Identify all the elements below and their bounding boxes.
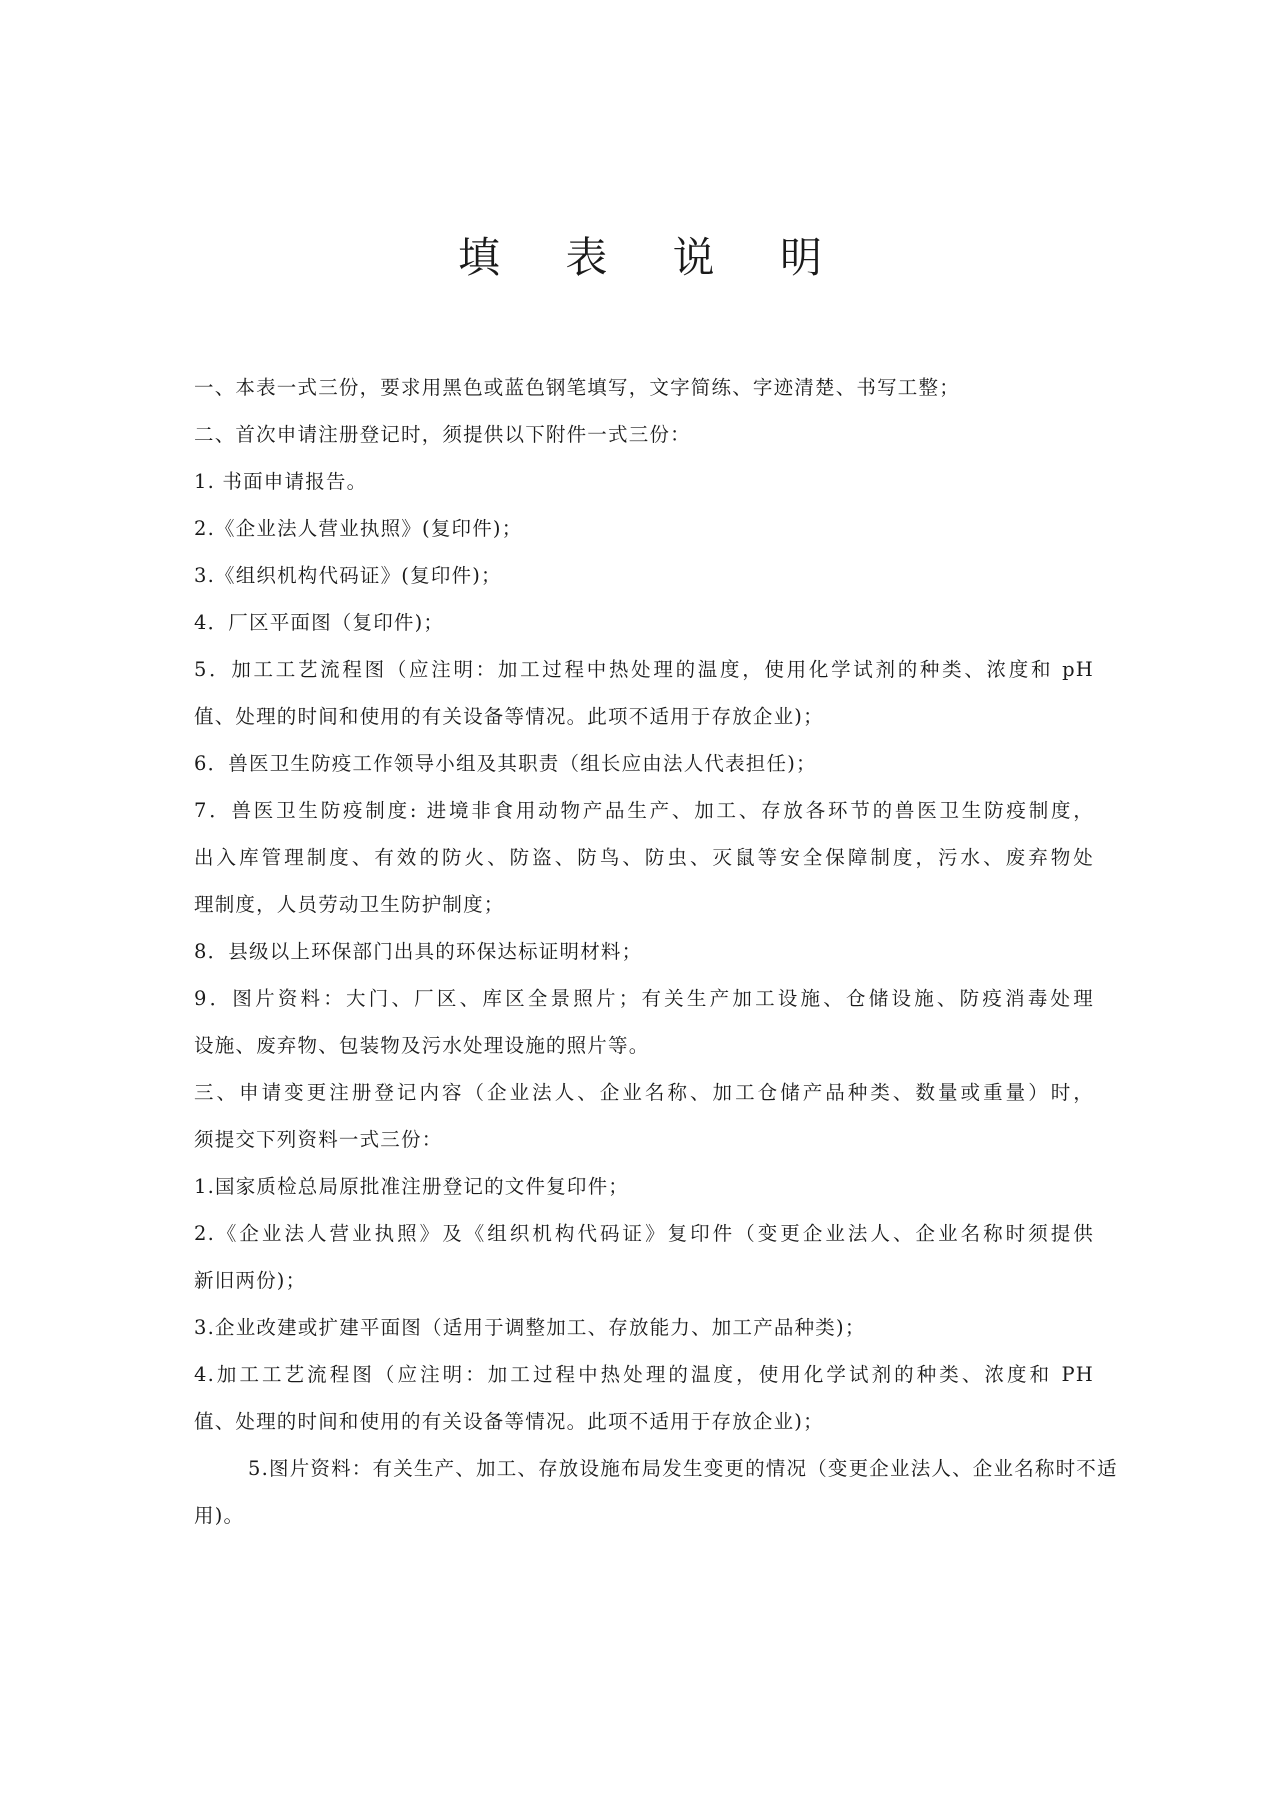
instructions-body bbox=[194, 364, 1118, 1539]
section-2-item-7-line-2: 出入库管理制度、有效的防火、防盗、防鸟、防虫、灭鼠等安全保障制度，污水、废弃物处 bbox=[194, 846, 1094, 869]
section-2-item-8: 8．县级以上环保部门出具的环保达标证明材料； bbox=[194, 940, 643, 963]
section-2-item-1: 1. 书面申请报告。 bbox=[194, 470, 368, 493]
section-2-item-7-line-3: 理制度，人员劳动卫生防护制度； bbox=[194, 893, 505, 916]
section-2-heading: 二、首次申请注册登记时，须提供以下附件一式三份： bbox=[194, 423, 691, 446]
section-3-item-5-line-1: 5.图片资料：有关生产、加工、存放设施布局发生变更的情况（变更企业法人、企业名称时不适 bbox=[248, 1457, 1118, 1480]
section-2-item-9-line-1: 9．图片资料：大门、厂区、库区全景照片；有关生产加工设施、仓储设施、防疫消毒处理 bbox=[194, 987, 1094, 1010]
section-3-item-5-line-2: 用)。 bbox=[194, 1504, 245, 1527]
section-2-item-5-line-2: 值、处理的时间和使用的有关设备等情况。此项不适用于存放企业)； bbox=[194, 705, 824, 728]
section-3-item-2-line-2: 新旧两份)； bbox=[194, 1269, 307, 1292]
section-3-item-2-line-1: 2.《企业法人营业执照》及《组织机构代码证》复印件（变更企业法人、企业名称时须提供 bbox=[194, 1222, 1094, 1245]
section-3-item-1: 1.国家质检总局原批准注册登记的文件复印件； bbox=[194, 1175, 630, 1198]
section-2-item-7-line-1: 7．兽医卫生防疫制度: 进境非食用动物产品生产、加工、存放各环节的兽医卫生防疫制度， bbox=[194, 799, 1094, 822]
section-2-item-2: 2.《企业法人营业执照》(复印件)； bbox=[194, 517, 523, 540]
section-3-item-3: 3.企业改建或扩建平面图（适用于调整加工、存放能力、加工产品种类)； bbox=[194, 1316, 866, 1339]
section-2-item-3: 3.《组织机构代码证》(复印件)； bbox=[194, 564, 502, 587]
page-title: 填 表 说 明 bbox=[457, 233, 849, 282]
section-1-line: 一、本表一式三份，要求用黑色或蓝色钢笔填写，文字简练、字迹清楚、书写工整； bbox=[194, 376, 960, 399]
section-2-item-6: 6．兽医卫生防疫工作领导小组及其职责（组长应由法人代表担任)； bbox=[194, 752, 817, 775]
section-2-item-4: 4．厂区平面图（复印件)； bbox=[194, 611, 445, 634]
section-3-heading-line-1: 三、申请变更注册登记内容（企业法人、企业名称、加工仓储产品种类、数量或重量）时， bbox=[194, 1081, 1094, 1104]
section-2-item-5-line-1: 5．加工工艺流程图（应注明：加工过程中热处理的温度，使用化学试剂的种类、浓度和 pH bbox=[194, 658, 1094, 681]
section-3-item-4-line-1: 4.加工工艺流程图（应注明：加工过程中热处理的温度，使用化学试剂的种类、浓度和 PH bbox=[194, 1363, 1094, 1386]
section-2-item-9-line-2: 设施、废弃物、包装物及污水处理设施的照片等。 bbox=[194, 1034, 650, 1057]
section-3-heading-line-2: 须提交下列资料一式三份： bbox=[194, 1128, 443, 1151]
section-3-item-4-line-2: 值、处理的时间和使用的有关设备等情况。此项不适用于存放企业)； bbox=[194, 1410, 824, 1433]
